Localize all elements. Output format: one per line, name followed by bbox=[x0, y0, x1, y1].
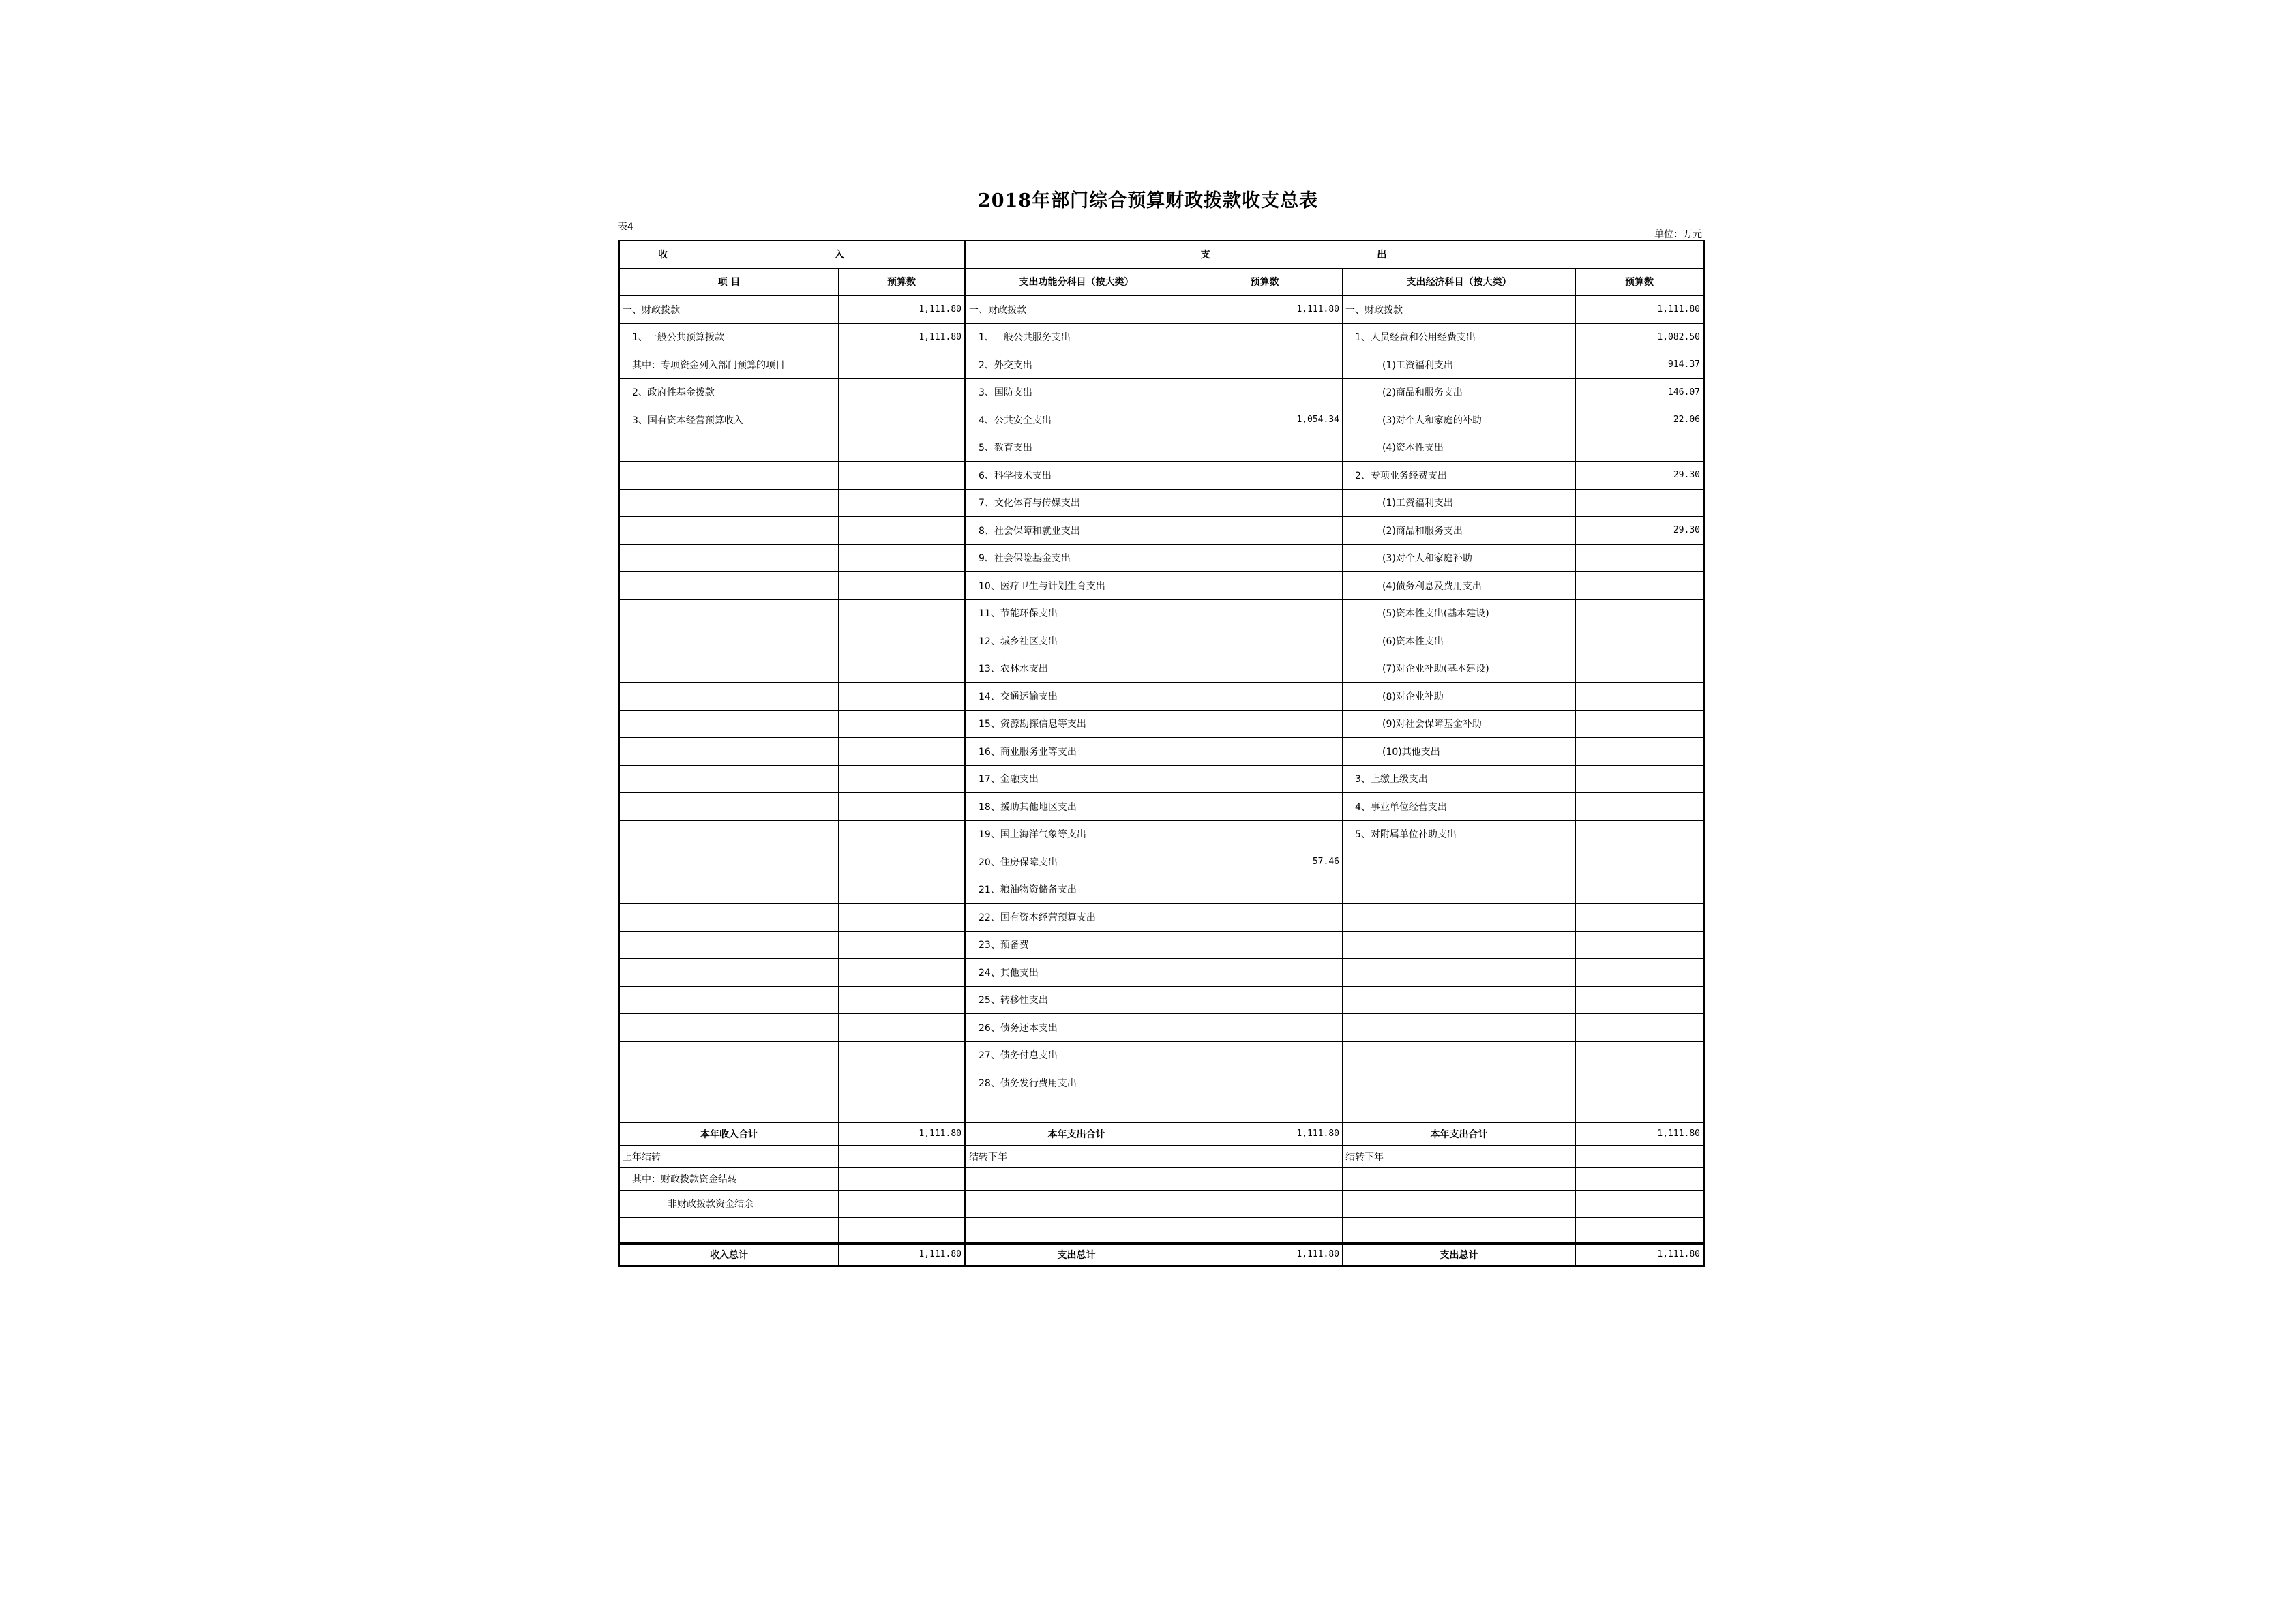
grand-econ-total-label: 支出总计 bbox=[1343, 1243, 1576, 1266]
table-row bbox=[619, 599, 1704, 627]
econ-budget-cell: 22.06 bbox=[1576, 406, 1704, 434]
income-budget-cell bbox=[839, 848, 966, 876]
income-budget-cell bbox=[839, 351, 966, 379]
func-subject-cell: 27、债务付息支出 bbox=[966, 1041, 1187, 1069]
func-subject-cell: 16、商业服务业等支出 bbox=[966, 738, 1187, 766]
fiscal-carry-label: 其中：财政拨款资金结转 bbox=[619, 1167, 839, 1190]
econ-budget-cell bbox=[1576, 599, 1704, 627]
income-item-cell bbox=[619, 462, 839, 490]
table-row bbox=[619, 1069, 1704, 1097]
econ-subject-cell: (4)资本性支出 bbox=[1343, 434, 1576, 462]
func-budget-cell bbox=[1187, 434, 1343, 462]
econ-budget-cell bbox=[1576, 848, 1704, 876]
table-row bbox=[619, 655, 1704, 683]
econ-budget-cell bbox=[1576, 434, 1704, 462]
section-header-row bbox=[619, 241, 1704, 269]
func-subject-cell: 2、外交支出 bbox=[966, 351, 1187, 379]
func-budget-cell bbox=[1187, 1041, 1343, 1069]
func-budget-cell bbox=[1187, 517, 1343, 545]
econ-budget-cell bbox=[1576, 793, 1704, 821]
income-budget-cell bbox=[839, 572, 966, 600]
econ-subject-cell: (4)债务利息及费用支出 bbox=[1343, 572, 1576, 600]
econ-budget-cell bbox=[1576, 655, 1704, 683]
func-subject-cell: 6、科学技术支出 bbox=[966, 462, 1187, 490]
table-row bbox=[619, 1041, 1704, 1069]
func-subject-cell: 24、其他支出 bbox=[966, 959, 1187, 987]
func-budget-cell bbox=[1187, 462, 1343, 490]
grand-total-row bbox=[619, 1243, 1704, 1266]
econ-subject-cell bbox=[1343, 1041, 1576, 1069]
carry-next-econ-label: 结转下年 bbox=[1343, 1145, 1576, 1167]
table-row bbox=[619, 378, 1704, 406]
func-subject-cell: 5、教育支出 bbox=[966, 434, 1187, 462]
econ-subject-cell: (2)商品和服务支出 bbox=[1343, 517, 1576, 545]
func-budget-cell bbox=[1187, 793, 1343, 821]
grand-income-total-value: 1,111.80 bbox=[839, 1243, 966, 1266]
budget-table bbox=[618, 240, 1705, 1267]
table-row bbox=[619, 959, 1704, 987]
econ-budget-cell bbox=[1576, 765, 1704, 793]
income-item-cell bbox=[619, 655, 839, 683]
econ-subject-cell bbox=[1343, 848, 1576, 876]
income-budget-cell bbox=[839, 738, 966, 766]
econ-budget-cell bbox=[1576, 544, 1704, 572]
grand-econ-total-value: 1,111.80 bbox=[1576, 1243, 1704, 1266]
econ-subject-cell: 1、人员经费和公用经费支出 bbox=[1343, 323, 1576, 351]
income-item-cell bbox=[619, 599, 839, 627]
income-budget-cell: 1,111.80 bbox=[839, 323, 966, 351]
func-subject-cell: 11、节能环保支出 bbox=[966, 599, 1187, 627]
header-func-budget: 预算数 bbox=[1187, 268, 1343, 296]
func-budget-cell bbox=[1187, 351, 1343, 379]
func-budget-cell bbox=[1187, 710, 1343, 738]
econ-budget-cell: 146.07 bbox=[1576, 378, 1704, 406]
table-row bbox=[619, 489, 1704, 517]
income-section-header: 收 入 bbox=[619, 241, 966, 269]
econ-budget-cell: 914.37 bbox=[1576, 351, 1704, 379]
econ-budget-cell bbox=[1576, 876, 1704, 904]
func-budget-cell: 1,054.34 bbox=[1187, 406, 1343, 434]
func-subject-cell: 19、国土海洋气象等支出 bbox=[966, 820, 1187, 848]
func-budget-cell bbox=[1187, 738, 1343, 766]
grand-func-total-label: 支出总计 bbox=[966, 1243, 1187, 1266]
func-subject-cell: 15、资源勘探信息等支出 bbox=[966, 710, 1187, 738]
table-row bbox=[619, 738, 1704, 766]
func-budget-cell: 1,111.80 bbox=[1187, 296, 1343, 324]
table-row bbox=[619, 1014, 1704, 1042]
income-item-cell bbox=[619, 1041, 839, 1069]
econ-budget-cell: 29.30 bbox=[1576, 517, 1704, 545]
header-econ-subject: 支出经济科目（按大类） bbox=[1343, 268, 1576, 296]
income-item-cell: 1、一般公共预算拨款 bbox=[619, 323, 839, 351]
table-row bbox=[619, 793, 1704, 821]
func-subject-cell: 12、城乡社区支出 bbox=[966, 627, 1187, 655]
blank-row bbox=[619, 1217, 1704, 1243]
func-budget-cell bbox=[1187, 655, 1343, 683]
func-budget-cell bbox=[1187, 876, 1343, 904]
table-number: 表4 bbox=[618, 222, 633, 233]
nonfiscal-carry-row bbox=[619, 1190, 1704, 1217]
func-budget-cell bbox=[1187, 959, 1343, 987]
income-budget-cell bbox=[839, 876, 966, 904]
income-item-cell bbox=[619, 434, 839, 462]
econ-budget-cell bbox=[1576, 931, 1704, 959]
income-budget-cell bbox=[839, 1069, 966, 1097]
econ-subject-cell: (10)其他支出 bbox=[1343, 738, 1576, 766]
econ-subject-cell bbox=[1343, 904, 1576, 932]
income-item-cell bbox=[619, 627, 839, 655]
income-item-cell bbox=[619, 517, 839, 545]
func-budget-cell bbox=[1187, 323, 1343, 351]
table-row bbox=[619, 434, 1704, 462]
income-item-cell bbox=[619, 544, 839, 572]
econ-budget-cell bbox=[1576, 986, 1704, 1014]
func-budget-cell bbox=[1187, 820, 1343, 848]
year-total-row bbox=[619, 1122, 1704, 1145]
income-budget-cell bbox=[839, 820, 966, 848]
func-subject-cell: 4、公共安全支出 bbox=[966, 406, 1187, 434]
func-subject-cell: 22、国有资本经营预算支出 bbox=[966, 904, 1187, 932]
year-func-total-value: 1,111.80 bbox=[1187, 1122, 1343, 1145]
income-budget-cell: 1,111.80 bbox=[839, 296, 966, 324]
func-subject-cell: 20、住房保障支出 bbox=[966, 848, 1187, 876]
table-row bbox=[619, 323, 1704, 351]
income-item-cell: 3、国有资本经营预算收入 bbox=[619, 406, 839, 434]
grand-func-total-value: 1,111.80 bbox=[1187, 1243, 1343, 1266]
table-row bbox=[619, 820, 1704, 848]
econ-budget-cell bbox=[1576, 820, 1704, 848]
econ-subject-cell bbox=[1343, 959, 1576, 987]
func-budget-cell bbox=[1187, 931, 1343, 959]
table-row bbox=[619, 848, 1704, 876]
econ-budget-cell bbox=[1576, 738, 1704, 766]
table-row bbox=[619, 876, 1704, 904]
year-income-total-value: 1,111.80 bbox=[839, 1122, 966, 1145]
econ-subject-cell: (7)对企业补助(基本建设) bbox=[1343, 655, 1576, 683]
econ-budget-cell bbox=[1576, 1014, 1704, 1042]
func-budget-cell bbox=[1187, 1014, 1343, 1042]
econ-budget-cell bbox=[1576, 710, 1704, 738]
table-row bbox=[619, 517, 1704, 545]
func-subject-cell: 26、债务还本支出 bbox=[966, 1014, 1187, 1042]
header-econ-budget: 预算数 bbox=[1576, 268, 1704, 296]
func-budget-cell bbox=[1187, 627, 1343, 655]
income-item-cell bbox=[619, 1069, 839, 1097]
income-budget-cell bbox=[839, 655, 966, 683]
econ-subject-cell: (5)资本性支出(基本建设) bbox=[1343, 599, 1576, 627]
income-budget-cell bbox=[839, 1014, 966, 1042]
table-row bbox=[619, 296, 1704, 324]
func-budget-cell bbox=[1187, 544, 1343, 572]
func-budget-cell bbox=[1187, 572, 1343, 600]
table-row bbox=[619, 683, 1704, 711]
table-row bbox=[619, 572, 1704, 600]
func-subject-cell: 13、农林水支出 bbox=[966, 655, 1187, 683]
func-budget-cell bbox=[1187, 765, 1343, 793]
econ-budget-cell bbox=[1576, 683, 1704, 711]
func-budget-cell bbox=[1187, 904, 1343, 932]
income-budget-cell bbox=[839, 462, 966, 490]
econ-budget-cell bbox=[1576, 959, 1704, 987]
table-row bbox=[619, 710, 1704, 738]
econ-subject-cell: 2、专项业务经费支出 bbox=[1343, 462, 1576, 490]
func-subject-cell: 28、债务发行费用支出 bbox=[966, 1069, 1187, 1097]
expense-section-header: 支 出 bbox=[966, 241, 1704, 269]
econ-subject-cell: (3)对个人和家庭补助 bbox=[1343, 544, 1576, 572]
table-row bbox=[619, 351, 1704, 379]
func-subject-cell: 18、援助其他地区支出 bbox=[966, 793, 1187, 821]
func-budget-cell bbox=[1187, 599, 1343, 627]
table-row bbox=[619, 462, 1704, 490]
income-item-cell bbox=[619, 765, 839, 793]
income-budget-cell bbox=[839, 544, 966, 572]
header-income-budget: 预算数 bbox=[839, 268, 966, 296]
income-item-cell bbox=[619, 904, 839, 932]
year-econ-total-label: 本年支出合计 bbox=[1343, 1122, 1576, 1145]
func-subject-cell: 17、金融支出 bbox=[966, 765, 1187, 793]
func-subject-cell: 7、文化体育与传媒支出 bbox=[966, 489, 1187, 517]
econ-subject-cell: (6)资本性支出 bbox=[1343, 627, 1576, 655]
income-budget-cell bbox=[839, 710, 966, 738]
econ-subject-cell: (8)对企业补助 bbox=[1343, 683, 1576, 711]
econ-budget-cell bbox=[1576, 627, 1704, 655]
income-item-cell bbox=[619, 820, 839, 848]
table-row bbox=[619, 627, 1704, 655]
econ-subject-cell: (1)工资福利支出 bbox=[1343, 489, 1576, 517]
income-budget-cell bbox=[839, 765, 966, 793]
income-item-cell bbox=[619, 683, 839, 711]
econ-budget-cell bbox=[1576, 572, 1704, 600]
income-budget-cell bbox=[839, 434, 966, 462]
table-row bbox=[619, 406, 1704, 434]
econ-budget-cell bbox=[1576, 489, 1704, 517]
year-econ-total-value: 1,111.80 bbox=[1576, 1122, 1704, 1145]
func-subject-cell: 25、转移性支出 bbox=[966, 986, 1187, 1014]
income-item-cell bbox=[619, 572, 839, 600]
econ-subject-cell bbox=[1343, 986, 1576, 1014]
table-row bbox=[619, 931, 1704, 959]
func-subject-cell: 14、交通运输支出 bbox=[966, 683, 1187, 711]
unit-label: 单位：万元 bbox=[1654, 229, 1702, 240]
econ-subject-cell: (3)对个人和家庭的补助 bbox=[1343, 406, 1576, 434]
income-item-cell bbox=[619, 489, 839, 517]
func-subject-cell: 10、医疗卫生与计划生育支出 bbox=[966, 572, 1187, 600]
func-subject-cell: 一、财政拨款 bbox=[966, 296, 1187, 324]
nonfiscal-carry-label: 非财政拨款资金结余 bbox=[619, 1190, 839, 1217]
func-subject-cell: 8、社会保障和就业支出 bbox=[966, 517, 1187, 545]
func-subject-cell: 3、国防支出 bbox=[966, 378, 1187, 406]
econ-subject-cell bbox=[1343, 1069, 1576, 1097]
func-subject-cell: 1、一般公共服务支出 bbox=[966, 323, 1187, 351]
income-budget-cell bbox=[839, 793, 966, 821]
income-budget-cell bbox=[839, 517, 966, 545]
income-item-cell bbox=[619, 738, 839, 766]
econ-subject-cell bbox=[1343, 1014, 1576, 1042]
income-item-cell bbox=[619, 848, 839, 876]
func-budget-cell bbox=[1187, 378, 1343, 406]
income-budget-cell bbox=[839, 378, 966, 406]
econ-subject-cell bbox=[1343, 876, 1576, 904]
econ-subject-cell: (1)工资福利支出 bbox=[1343, 351, 1576, 379]
fiscal-carry-row bbox=[619, 1167, 1704, 1190]
econ-subject-cell: (9)对社会保障基金补助 bbox=[1343, 710, 1576, 738]
income-budget-cell bbox=[839, 683, 966, 711]
income-budget-cell bbox=[839, 489, 966, 517]
income-item-cell bbox=[619, 793, 839, 821]
income-budget-cell bbox=[839, 599, 966, 627]
income-budget-cell bbox=[839, 627, 966, 655]
econ-budget-cell bbox=[1576, 1069, 1704, 1097]
header-func-subject: 支出功能分科目（按大类） bbox=[966, 268, 1187, 296]
income-budget-cell bbox=[839, 931, 966, 959]
header-item: 项 目 bbox=[619, 268, 839, 296]
prev-year-carry-label: 上年结转 bbox=[619, 1145, 839, 1167]
econ-budget-cell bbox=[1576, 1041, 1704, 1069]
econ-budget-cell: 1,082.50 bbox=[1576, 323, 1704, 351]
table-row bbox=[619, 986, 1704, 1014]
table-row bbox=[619, 904, 1704, 932]
year-income-total-label: 本年收入合计 bbox=[619, 1122, 839, 1145]
income-budget-cell bbox=[839, 1041, 966, 1069]
table-row bbox=[619, 765, 1704, 793]
econ-subject-cell bbox=[1343, 931, 1576, 959]
func-budget-cell bbox=[1187, 489, 1343, 517]
income-item-cell bbox=[619, 876, 839, 904]
econ-subject-cell: 3、上缴上级支出 bbox=[1343, 765, 1576, 793]
blank-row bbox=[619, 1097, 1704, 1122]
income-item-cell bbox=[619, 959, 839, 987]
econ-budget-cell: 1,111.80 bbox=[1576, 296, 1704, 324]
carry-row bbox=[619, 1145, 1704, 1167]
income-item-cell bbox=[619, 931, 839, 959]
econ-subject-cell: (2)商品和服务支出 bbox=[1343, 378, 1576, 406]
econ-subject-cell: 5、对附属单位补助支出 bbox=[1343, 820, 1576, 848]
econ-subject-cell: 4、事业单位经营支出 bbox=[1343, 793, 1576, 821]
func-subject-cell: 9、社会保险基金支出 bbox=[966, 544, 1187, 572]
table-row bbox=[619, 544, 1704, 572]
year-func-total-label: 本年支出合计 bbox=[966, 1122, 1187, 1145]
column-header-row bbox=[619, 268, 1704, 296]
func-subject-cell: 23、预备费 bbox=[966, 931, 1187, 959]
func-subject-cell: 21、粮油物资储备支出 bbox=[966, 876, 1187, 904]
income-budget-cell bbox=[839, 959, 966, 987]
income-item-cell bbox=[619, 986, 839, 1014]
income-item-cell bbox=[619, 1014, 839, 1042]
page-title: 2018年部门综合预算财政拨款收支总表 bbox=[977, 190, 1319, 211]
income-budget-cell bbox=[839, 904, 966, 932]
carry-next-func-label: 结转下年 bbox=[966, 1145, 1187, 1167]
grand-income-total-label: 收入总计 bbox=[619, 1243, 839, 1266]
econ-budget-cell bbox=[1576, 904, 1704, 932]
econ-subject-cell: 一、财政拨款 bbox=[1343, 296, 1576, 324]
income-item-cell bbox=[619, 710, 839, 738]
econ-budget-cell: 29.30 bbox=[1576, 462, 1704, 490]
func-budget-cell: 57.46 bbox=[1187, 848, 1343, 876]
income-item-cell: 其中：专项资金列入部门预算的项目 bbox=[619, 351, 839, 379]
income-budget-cell bbox=[839, 986, 966, 1014]
func-budget-cell bbox=[1187, 986, 1343, 1014]
income-budget-cell bbox=[839, 406, 966, 434]
income-item-cell: 一、财政拨款 bbox=[619, 296, 839, 324]
func-budget-cell bbox=[1187, 683, 1343, 711]
income-item-cell: 2、政府性基金拨款 bbox=[619, 378, 839, 406]
func-budget-cell bbox=[1187, 1069, 1343, 1097]
